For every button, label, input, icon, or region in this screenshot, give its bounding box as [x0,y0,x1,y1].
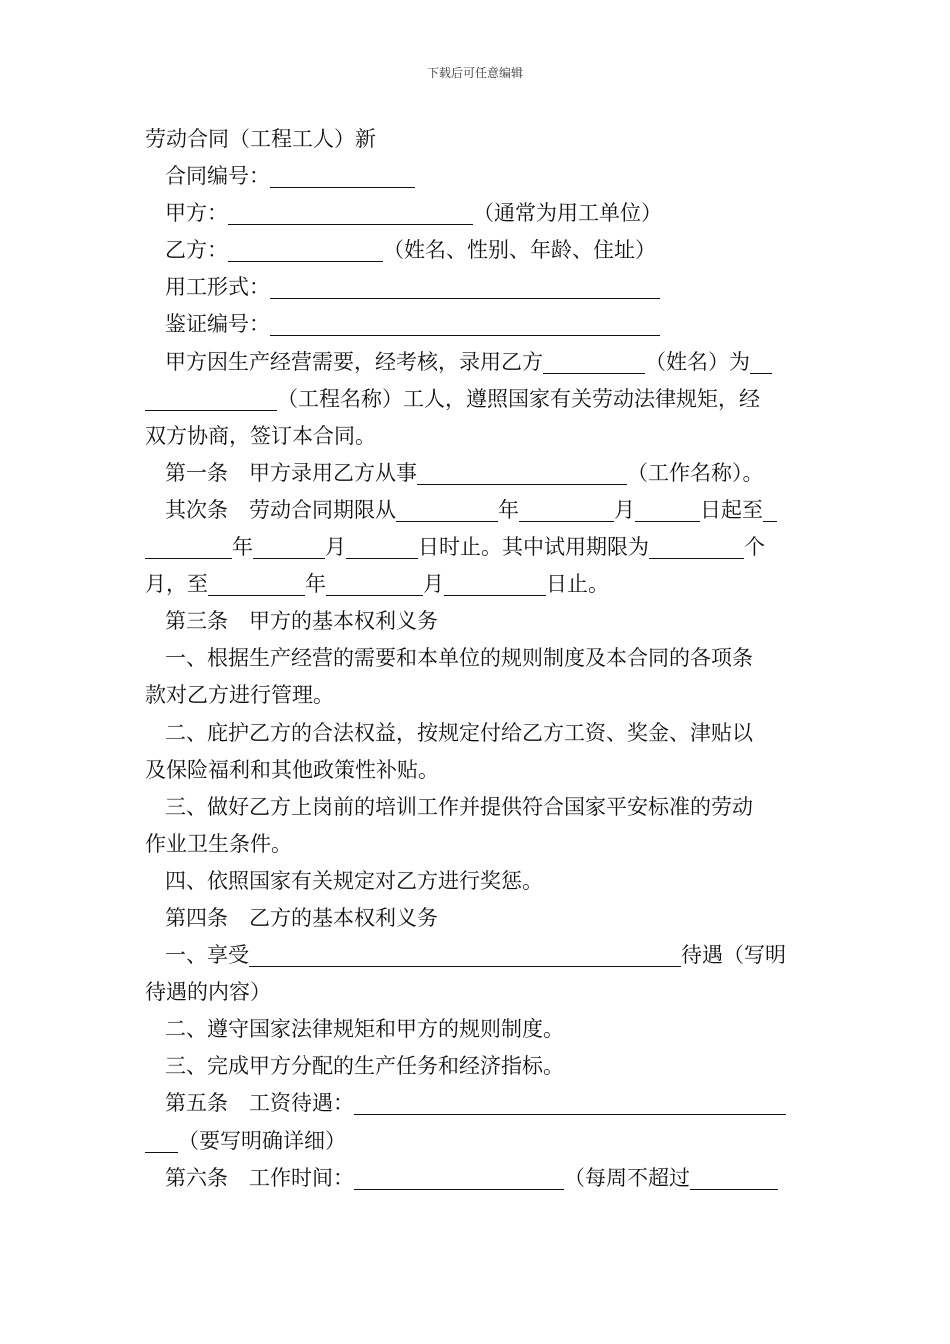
verification-no-line [145,306,807,343]
article-4-item-2: 二、遵守国家法律规矩和甲方的规则制度。 [165,1017,564,1042]
employee-name-blank[interactable] [543,349,645,374]
article-2-text: 其次条 劳动合同期限从 [165,497,396,522]
intro-line-1 [145,344,807,381]
article-4-title: 第四条 乙方的基本权利义务 [165,905,438,930]
wage-blank-cont[interactable] [145,1128,178,1153]
end-month-blank[interactable] [253,534,325,559]
party-a-blank[interactable] [228,200,473,225]
article-5-text: 第五条 工资待遇： [165,1091,354,1116]
probation-month-blank[interactable] [326,571,423,596]
article-4-item-1 [145,937,807,974]
intro-line-3: 双方协商，签订本合同。 [145,423,376,448]
employment-form-blank[interactable] [270,274,660,299]
month-label: 月 [325,535,346,560]
work-hours-blank[interactable] [354,1165,564,1190]
contract-no-blank[interactable] [270,163,415,188]
probation-day-blank[interactable] [444,571,546,596]
article-2-text: 日时止。其中试用期限为 [418,535,649,560]
article-2-line-3 [145,566,807,603]
party-a-line [145,195,807,232]
start-day-blank[interactable] [635,497,700,522]
article-6-text: 第六条 工作时间： [165,1165,354,1190]
probation-year-blank[interactable] [208,571,305,596]
end-year-blank-start[interactable] [763,497,777,522]
party-b-blank[interactable] [228,237,383,262]
article-5-cont [145,1123,807,1160]
article-4-item-1-cont: 待遇的内容） [145,980,271,1005]
start-year-blank[interactable] [396,497,498,522]
contract-no-label: 合同编号： [165,164,270,189]
article-1 [145,455,807,492]
job-blank[interactable] [417,460,627,485]
article-2-text: 个 [744,535,765,560]
employment-form-label: 用工形式： [165,275,270,300]
intro-text: 甲方因生产经营需要，经考核，录用乙方 [165,349,543,374]
article-6-text: （每周不超过 [564,1165,690,1190]
end-year-blank[interactable] [145,534,232,559]
month-label: 月 [423,572,444,597]
benefits-blank[interactable] [249,942,681,967]
contract-no-line [145,158,807,195]
article-5 [145,1085,807,1122]
article-3-item-3-cont: 作业卫生条件。 [145,831,292,856]
article-3-item-3: 三、做好乙方上岗前的培训工作并提供符合国家平安标准的劳动 [165,794,753,819]
article-4-text: 待遇（写明 [681,943,786,968]
start-month-blank[interactable] [519,497,614,522]
article-3-item-1: 一、根据生产经营的需要和本单位的规则制度及本合同的各项条 [165,646,753,671]
party-b-label: 乙方： [165,238,228,263]
verification-no-blank[interactable] [270,311,660,336]
party-a-label: 甲方： [165,201,228,226]
article-2-line-1 [145,492,807,529]
party-a-note: （通常为用工单位） [473,201,662,226]
employment-form-line [145,269,807,306]
party-b-line [145,232,807,269]
year-label: 年 [305,572,326,597]
contract-document [145,121,807,1197]
article-4-item-3: 三、完成甲方分配的生产任务和经济指标。 [165,1054,564,1079]
article-2-line-2 [145,529,807,566]
article-5-text: （要写明确详细） [178,1128,346,1153]
article-6 [145,1160,807,1197]
article-2-text: 月，至 [145,572,208,597]
intro-text: （姓名）为 [645,349,750,374]
intro-line-2 [145,381,807,418]
article-1-text: 第一条 甲方录用乙方从事 [165,460,417,485]
article-3-title: 第三条 甲方的基本权利义务 [165,609,438,634]
article-1-text: （工作名称）。 [627,460,764,485]
project-name-blank[interactable] [145,386,277,411]
document-title: 劳动合同（工程工人）新 [145,127,376,151]
year-label: 年 [498,497,519,522]
month-label: 月 [614,497,635,522]
year-label: 年 [232,535,253,560]
party-b-note: （姓名、性别、年龄、住址） [383,238,656,263]
intro-text: （工程名称）工人，遵照国家有关劳动法律规矩，经 [277,386,760,411]
article-3-item-2-cont: 及保险福利和其他政策性补贴。 [145,757,439,782]
verification-no-label: 鉴证编号： [165,312,270,337]
wage-blank[interactable] [354,1090,786,1115]
article-4-text: 一、享受 [165,943,249,968]
article-3-item-1-cont: 款对乙方进行管理。 [145,683,334,708]
end-day-blank[interactable] [346,534,418,559]
page-header: 下载后可任意编辑 [426,66,523,80]
weekly-hours-blank[interactable] [690,1165,778,1190]
article-3-item-2: 二、庇护乙方的合法权益，按规定付给乙方工资、奖金、津贴以 [165,720,753,745]
probation-blank[interactable] [649,534,744,559]
article-2-text: 日止。 [546,572,609,597]
project-name-blank-start[interactable] [750,349,772,374]
article-3-item-4: 四、依照国家有关规定对乙方进行奖惩。 [165,868,543,893]
article-2-text: 日起至 [700,497,763,522]
